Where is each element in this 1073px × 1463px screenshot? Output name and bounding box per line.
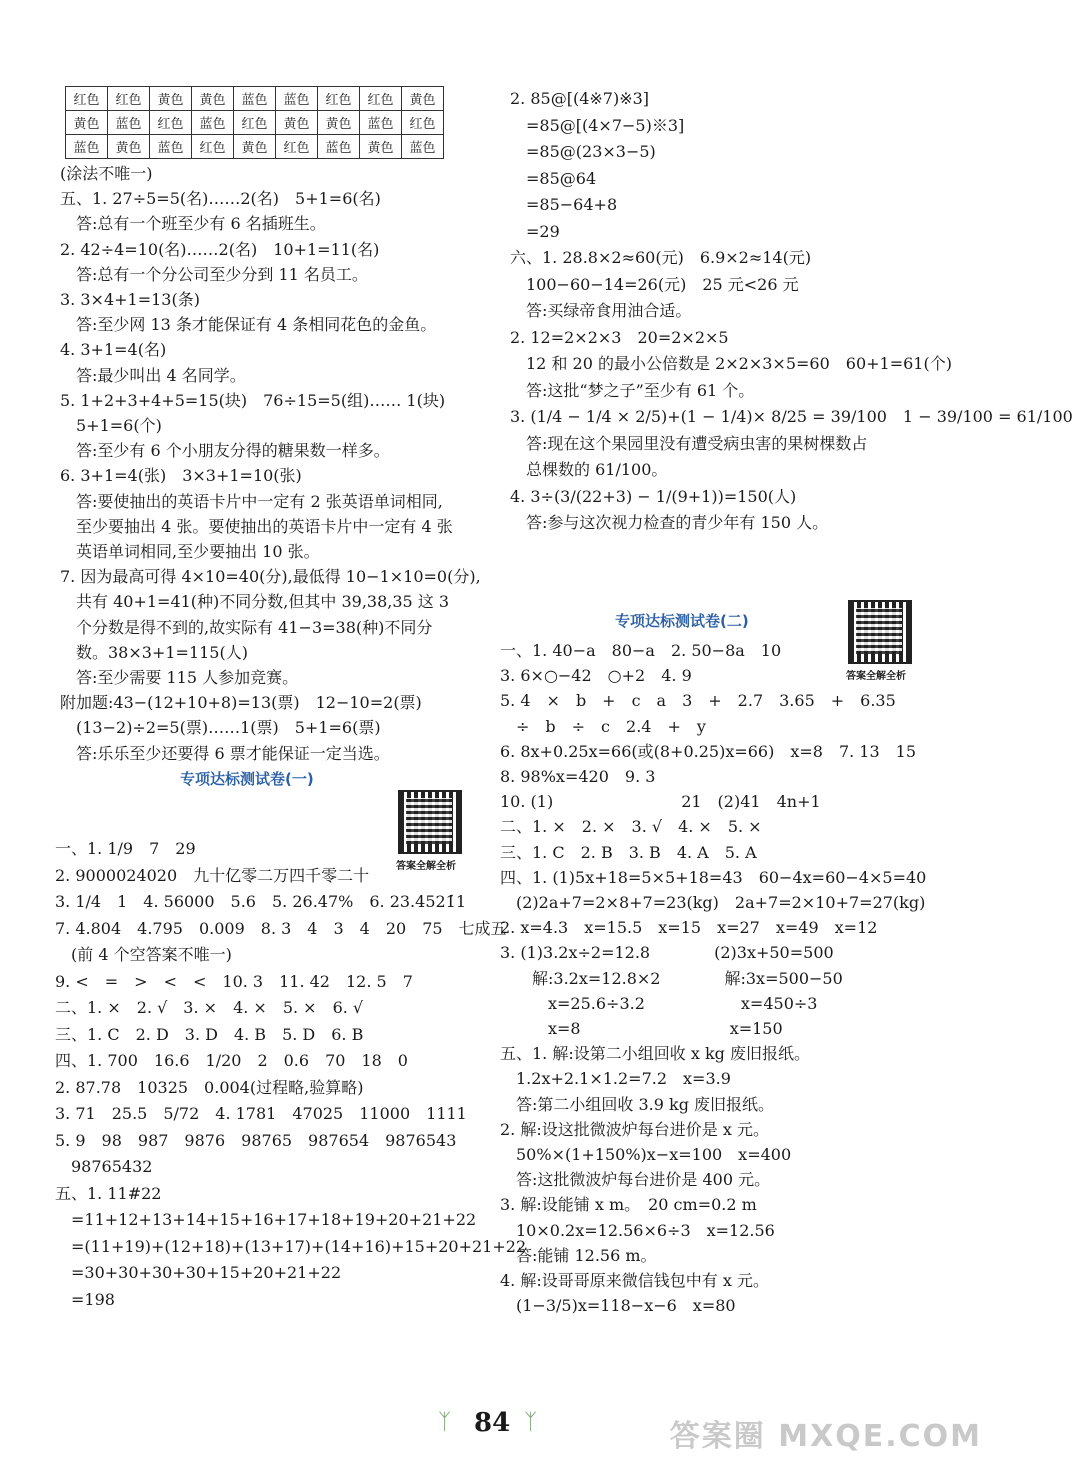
answer-line: 一、1. 40−a 80−a 2. 50−8a 10 — [500, 641, 782, 660]
answer-line: 答:现在这个果园里没有遭受病虫害的果树棵数占 — [510, 433, 868, 453]
page-number: 84 — [474, 1408, 511, 1438]
color-table-cell: 蓝色 — [150, 135, 192, 159]
color-table-cell: 蓝色 — [276, 87, 318, 111]
answer-line: 3. 解:设能铺 x m。 20 cm=0.2 m — [500, 1195, 757, 1215]
answer-line: 数。38×3+1=115(人) — [60, 642, 248, 662]
answer-line: 答:至少需要 115 人参加竞赛。 — [60, 668, 299, 687]
answer-line: 答:能铺 12.56 m。 — [500, 1245, 657, 1265]
answer-line: x=25.6÷3.2 x=450÷3 — [500, 993, 818, 1013]
answer-line: 2. 9000024020 九十亿零二万四千零二十 — [55, 865, 370, 885]
answer-line: =198 — [55, 1289, 115, 1309]
qr-caption: 答案全解全析 — [396, 861, 456, 872]
answer-line: 1.2x+2.1×1.2=7.2 x=3.9 — [500, 1069, 731, 1089]
answer-line: 五、1. 27÷5=5(名)……2(名) 5+1=6(名) — [60, 189, 381, 209]
answer-line: 五、1. 解:设第二小组回收 x kg 废旧报纸。 — [500, 1044, 810, 1064]
answer-line: 二、1. × 2. × 3. √ 4. × 5. × — [500, 817, 762, 837]
answer-line: 答:这批“梦之子”至少有 61 个。 — [510, 380, 755, 400]
answer-line: 7. 4.804 4.795 0.009 8. 3 4 3 4 20 75 七成五 — [55, 918, 507, 938]
color-table-cell: 红色 — [276, 135, 318, 159]
color-table-cell: 红色 — [318, 87, 360, 111]
answer-line: =85@[(4×7−5)※3] — [510, 115, 685, 135]
qr-caption: 答案全解全析 — [846, 671, 906, 682]
answer-line: 六、1. 28.8×2≈60(元) 6.9×2≈14(元) — [510, 248, 812, 267]
answer-line: =85−64+8 — [510, 195, 618, 214]
answer-line: (1−3/5)x=118−x−6 x=80 — [500, 1296, 736, 1316]
answer-line: 四、1. (1)5x+18=5×5+18=43 60−4x=60−4×5=40 — [500, 867, 927, 887]
watermark: 答案圈 MXQE.COM — [669, 1419, 982, 1454]
answer-line: 8. 98%x=420 9. 3 — [500, 767, 656, 786]
color-table-cell: 蓝色 — [360, 111, 402, 135]
answer-line: 答:买绿帝食用油合适。 — [510, 301, 692, 320]
answer-line: 50%×(1+150%)x−x=100 x=400 — [500, 1145, 792, 1164]
answer-line: 至少要抽出 4 张。要使抽出的英语卡片中一定有 4 张 — [60, 516, 453, 536]
color-table-cell: 黄色 — [66, 111, 108, 135]
answer-line: 答:第二小组回收 3.9 kg 废旧报纸。 — [500, 1094, 775, 1114]
color-table-cell: 蓝色 — [402, 135, 444, 159]
answer-line: 2. 解:设这批微波炉每台进价是 x 元。 — [500, 1119, 769, 1139]
answer-line: 二、1. × 2. √ 3. × 4. × 5. × 6. √ — [55, 998, 364, 1017]
answer-line: =85@(23×3−5) — [510, 142, 656, 161]
answer-line: (涂法不唯一) — [60, 164, 153, 183]
color-table-cell: 黄色 — [318, 111, 360, 135]
answer-line: 附加题:43−(12+10+8)=13(票) 12−10=2(票) — [60, 693, 422, 713]
answer-line: 3. 71 25.5 5/72 4. 1781 47025 11000 1111 — [55, 1104, 467, 1123]
answer-line: 3. 3×4+1=13(条) — [60, 290, 200, 309]
color-table-cell: 红色 — [402, 111, 444, 135]
answer-line: 2. 85@[(4※7)※3] — [510, 89, 650, 108]
answer-line: 2. 12=2×2×3 20=2×2×5 — [510, 327, 729, 347]
color-table-cell: 蓝色 — [66, 135, 108, 159]
answer-line: (13−2)÷2=5(票)……1(票) 5+1=6(票) — [60, 718, 381, 738]
color-table — [65, 86, 444, 159]
color-table-cell: 红色 — [66, 87, 108, 111]
answer-line: 三、1. C 2. D 3. D 4. B 5. D 6. B — [55, 1024, 364, 1044]
qr-code-icon — [848, 600, 912, 664]
color-table-cell: 蓝色 — [192, 111, 234, 135]
answer-line: x=8 x=150 — [500, 1019, 783, 1038]
answer-line: =29 — [510, 221, 560, 241]
section1-title: 专项达标测试卷(一) — [180, 770, 314, 788]
answer-line: 10×0.2x=12.56×6÷3 x=12.56 — [500, 1220, 775, 1240]
answer-line: =11+12+13+14+15+16+17+18+19+20+21+22 — [55, 1210, 477, 1229]
answer-line: 98765432 — [55, 1157, 153, 1176]
answer-line: 4. 解:设哥哥原来微信钱包中有 x 元。 — [500, 1271, 769, 1290]
color-table-cell: 红色 — [234, 111, 276, 135]
answer-line: 4. 3÷(3/(22+3) − 1/(9+1))=150(人) — [510, 486, 797, 506]
answer-line: 答:乐乐至少还要得 6 票才能保证一定当选。 — [60, 743, 390, 763]
color-table-row — [66, 87, 444, 111]
section2-title: 专项达标测试卷(二) — [615, 612, 749, 630]
answer-line: 3. 1/4 1 4. 56000 5.6 5. 26.47% 6. 23.4521̇1 — [55, 892, 467, 911]
answer-line: 五、1. 11#22 — [55, 1183, 162, 1203]
qr-code-icon — [398, 790, 462, 854]
answer-line: 5. 9 98 987 9876 98765 987654 9876543 — [55, 1130, 457, 1150]
answer-line: 答:这批微波炉每台进价是 400 元。 — [500, 1170, 771, 1190]
leaf-decoration-icon: ᛉ — [438, 1410, 452, 1435]
answer-line: 英语单词相同,至少要抽出 10 张。 — [60, 542, 320, 561]
color-table-cell: 黄色 — [192, 87, 234, 111]
answer-line: 答:总有一个班至少有 6 名插班生。 — [60, 214, 326, 234]
answer-line: (前 4 个空答案不唯一) — [55, 945, 232, 964]
answer-line: 5+1=6(个) — [60, 416, 162, 435]
answer-line: 5. 1+2+3+4+5=15(块) 76÷15=5(组)…… 1(块) — [60, 390, 446, 410]
answer-line: =(11+19)+(12+18)+(13+17)+(14+16)+15+20+21+22 — [55, 1236, 527, 1256]
color-table-cell: 红色 — [150, 111, 192, 135]
color-table-cell: 蓝色 — [234, 87, 276, 111]
answer-line: 6. 3+1=4(张) 3×3+1=10(张) — [60, 466, 302, 486]
answer-line: 7. 因为最高可得 4×10=40(分),最低得 10−1×10=0(分), — [60, 567, 481, 587]
color-table-cell: 蓝色 — [318, 135, 360, 159]
answer-line: 5. 4 × b + c a 3 + 2.7 3.65 + 6.35 — [500, 691, 896, 711]
leaf-decoration-icon: ᛉ — [524, 1410, 538, 1435]
answer-line: 12 和 20 的最小公倍数是 2×2×3×5=60 60+1=61(个) — [510, 354, 952, 373]
color-table-cell: 黄色 — [276, 111, 318, 135]
answer-line: 3. (1/4 − 1/4 × 2/5)+(1 − 1/4)× 8/25 = 39/100 1 − 39/100 = 61/100 — [510, 407, 1073, 426]
color-table-cell: 黄色 — [360, 135, 402, 159]
answer-line: 10. (1) 21 (2)41 4n+1 — [500, 792, 821, 812]
color-table-cell: 黄色 — [234, 135, 276, 159]
color-table-cell: 黄色 — [108, 135, 150, 159]
color-table-row — [66, 111, 444, 135]
answer-line: 3. 6×○−42 ○+2 4. 9 — [500, 666, 692, 686]
color-table-cell: 黄色 — [402, 87, 444, 111]
color-table-row — [66, 135, 444, 159]
answer-line: 总棵数的 61/100。 — [510, 460, 668, 479]
answer-line: 100−60−14=26(元) 25 元<26 元 — [510, 274, 799, 294]
color-table-cell: 红色 — [360, 87, 402, 111]
answer-line: 2. x=4.3 x=15.5 x=15 x=27 x=49 x=12 — [500, 918, 878, 938]
answer-line: ÷ b ÷ c 2.4 + y — [500, 716, 706, 736]
answer-line: 答:至少网 13 条才能保证有 4 条相同花色的金鱼。 — [60, 315, 437, 335]
answer-line: 答:至少有 6 个小朋友分得的糖果数一样多。 — [60, 441, 390, 461]
answer-line: 9. < = > < < 10. 3 11. 42 12. 5 7 — [55, 971, 413, 991]
answer-line: 解:3.2x=12.8×2 解:3x=500−50 — [500, 968, 843, 988]
answer-line: 2. 87.78 10325 0.004(过程略,验算略) — [55, 1077, 364, 1097]
color-table-cell: 红色 — [108, 87, 150, 111]
answer-line: 3. (1)3.2x÷2=12.8 (2)3x+50=500 — [500, 943, 834, 963]
answer-line: 四、1. 700 16.6 1/20 2 0.6 70 18 0 — [55, 1051, 408, 1070]
answer-line: 2. 42÷4=10(名)……2(名) 10+1=11(名) — [60, 239, 380, 259]
answer-line: 个分数是得不到的,故实际有 41−3=38(种)不同分 — [60, 617, 433, 637]
color-table-cell: 蓝色 — [108, 111, 150, 135]
answer-line: 三、1. C 2. B 3. B 4. A 5. A — [500, 842, 757, 862]
answer-line: 一、1. 1/9 7 29 — [55, 839, 196, 858]
answer-line: 6. 8x+0.25x=66(或(8+0.25)x=66) x=8 7. 13 15 — [500, 741, 917, 761]
answer-line: 答:要使抽出的英语卡片中一定有 2 张英语单词相同, — [60, 491, 443, 511]
answer-line: =30+30+30+30+15+20+21+22 — [55, 1263, 342, 1282]
answer-line: 共有 40+1=41(种)不同分数,但其中 39,38,35 这 3 — [60, 592, 450, 612]
answer-line: 答:参与这次视力检查的青少年有 150 人。 — [510, 513, 829, 532]
answer-line: 答:最少叫出 4 名同学。 — [60, 365, 246, 385]
answer-line: 4. 3+1=4(名) — [60, 340, 167, 360]
color-table-cell: 黄色 — [150, 87, 192, 111]
answer-line: 答:总有一个分公司至少分到 11 名员工。 — [60, 264, 368, 284]
answer-line: (2)2a+7=2×8+7=23(kg) 2a+7=2×10+7=27(kg) — [500, 893, 926, 912]
answer-line: =85@64 — [510, 168, 597, 188]
color-table-cell: 红色 — [192, 135, 234, 159]
